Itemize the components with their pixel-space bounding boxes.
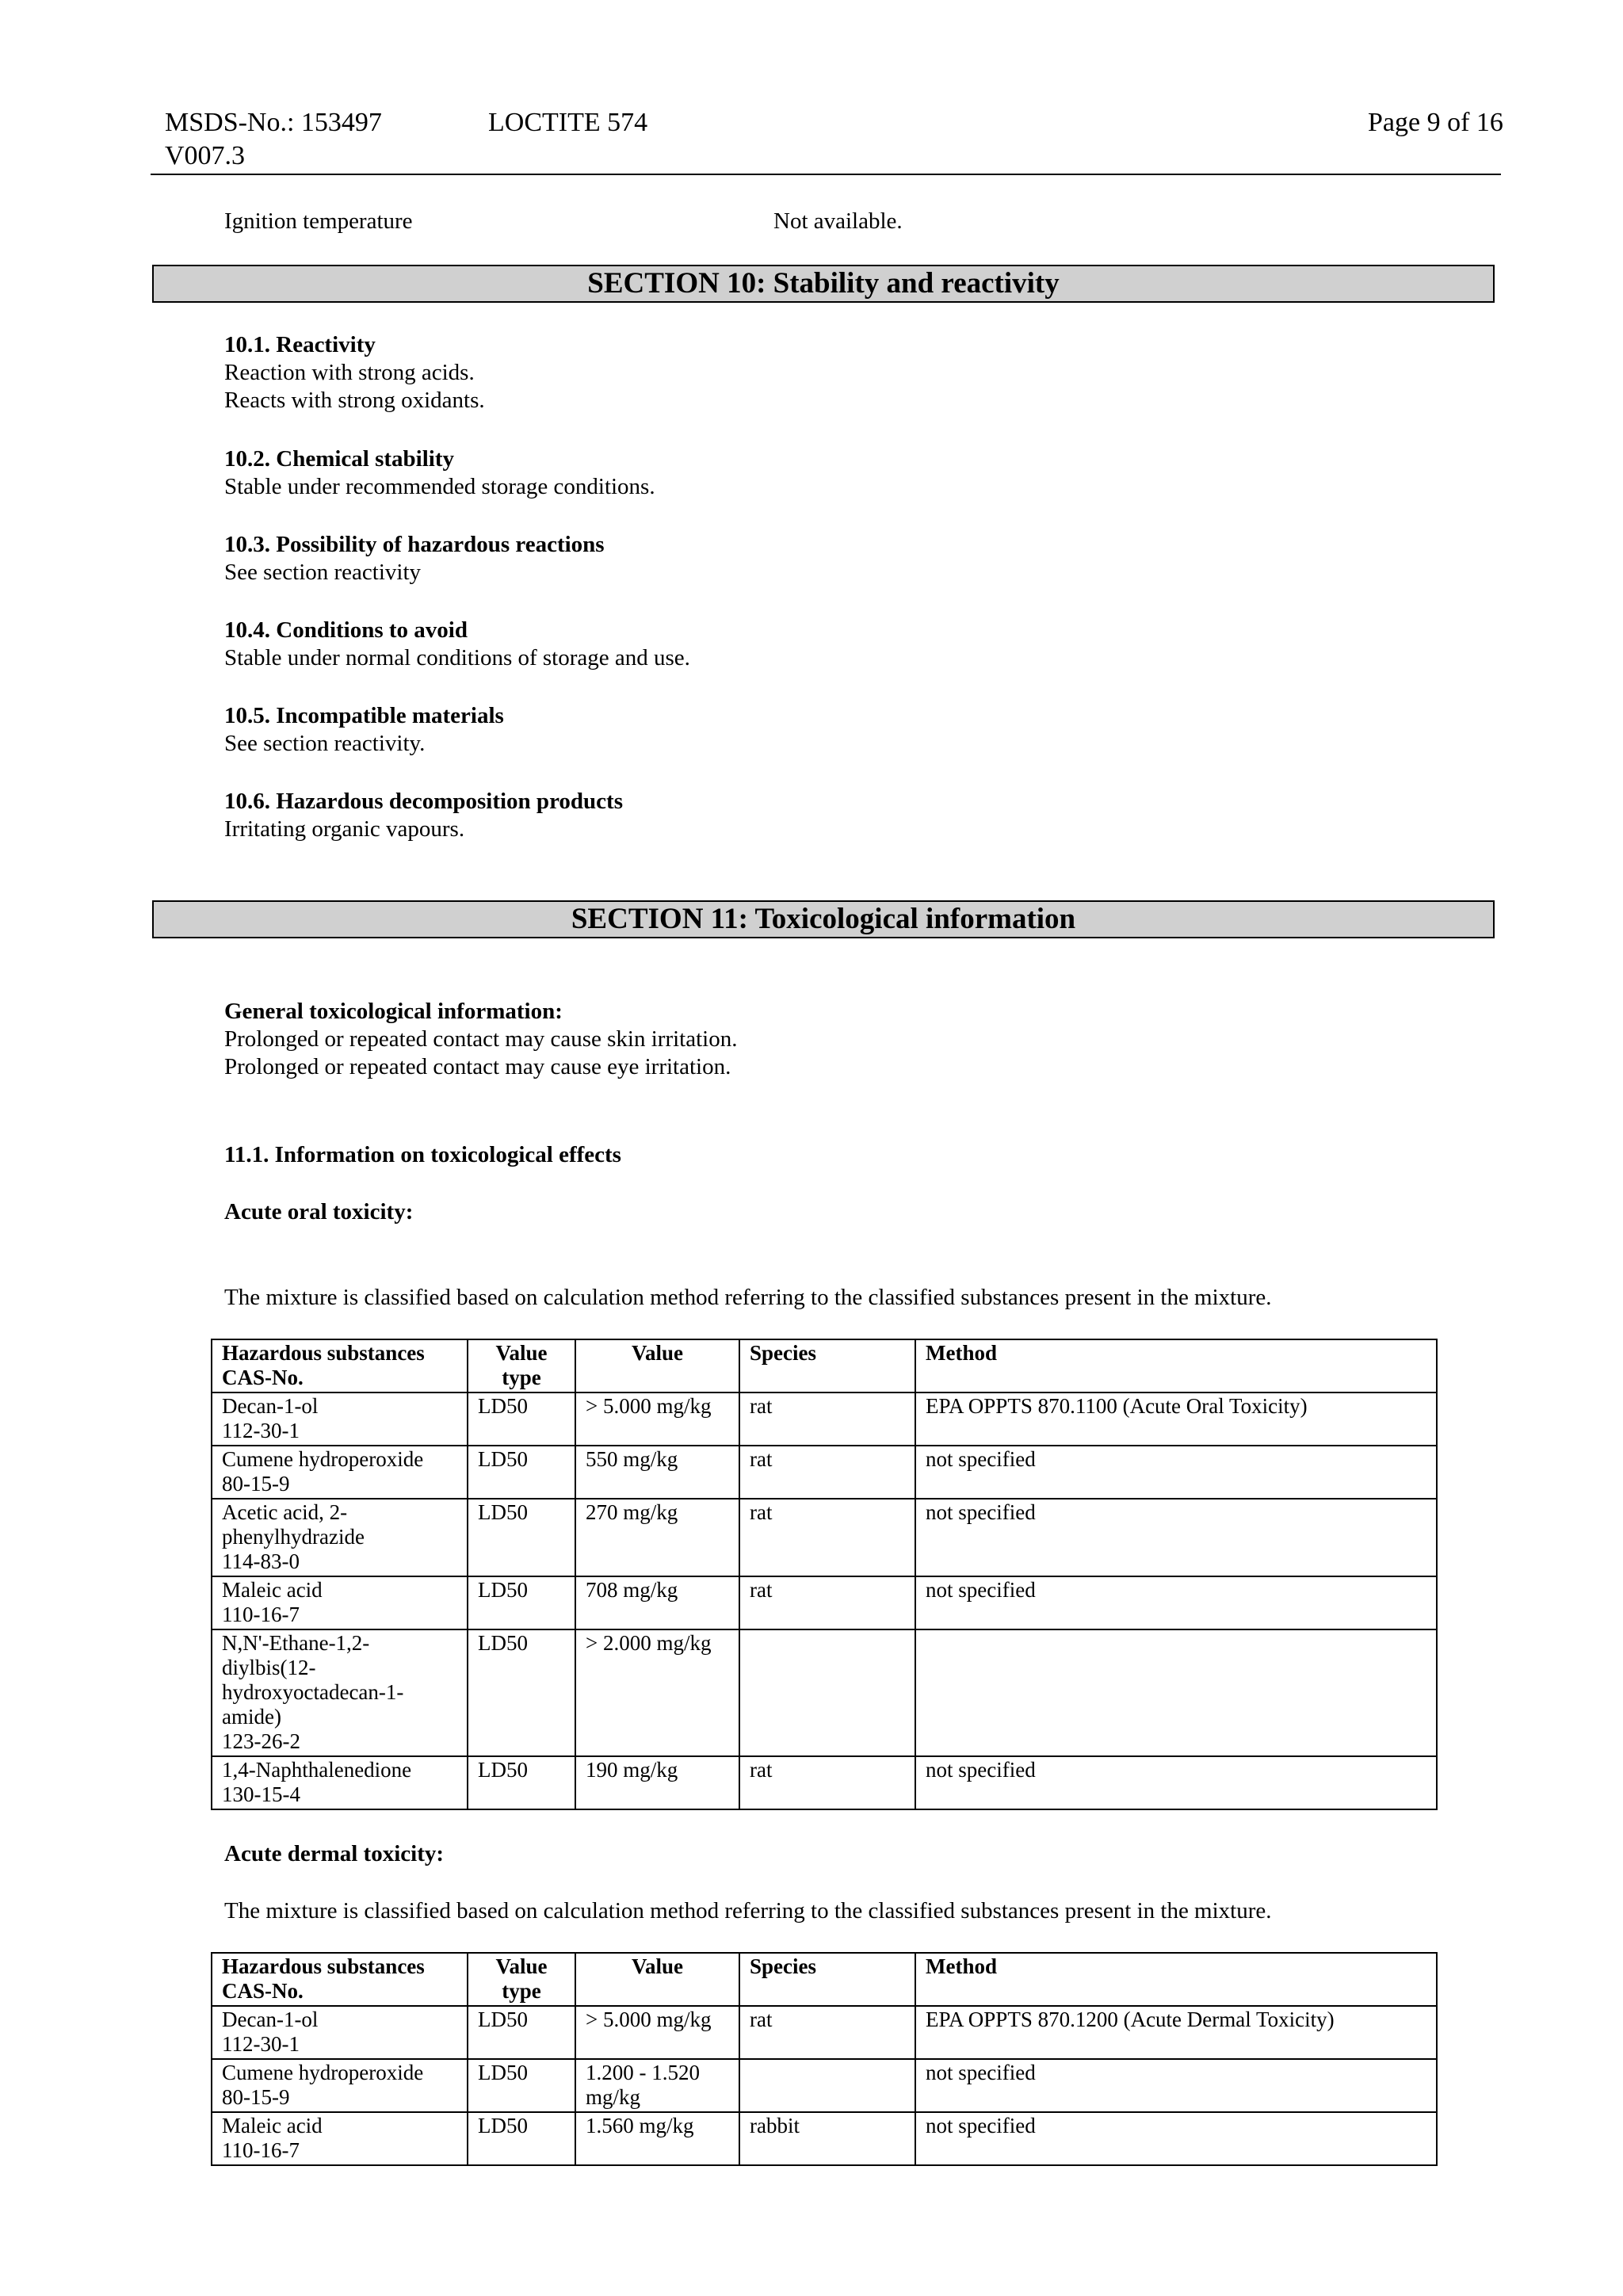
cell-text: 1.560 mg/kg [586,2114,694,2137]
value-column-header [575,1339,739,1392]
cell-text: 190 mg/kg [586,1758,678,1782]
value-cell [575,1392,739,1446]
conditions-to-avoid-heading: 10.4. Conditions to avoid [224,617,468,643]
acute-dermal-heading: Acute dermal toxicity: [224,1841,445,1866]
species-cell [739,1629,915,1756]
value-type-cell [468,1446,575,1499]
species-cell [739,2059,915,2112]
value-type-cell [468,1499,575,1576]
product-name: LOCTITE 574 [488,108,648,137]
method-cell [915,1629,1437,1756]
substance-cell [212,1499,468,1576]
table-row [212,1756,1437,1809]
cell-text: LD50 [478,1500,528,1524]
hazardous-reactions-heading: 10.3. Possibility of hazardous reactions [224,532,605,557]
cell-text: 80-15-9 [222,2085,290,2109]
cell-text: rat [750,1500,773,1524]
substance-cell [212,1629,468,1756]
species-cell [739,2112,915,2165]
substance-cell [212,1756,468,1809]
chemical-stability-heading: 10.2. Chemical stability [224,446,454,472]
cell-text: 110-16-7 [222,2138,300,2162]
table-row [212,1576,1437,1629]
species-column-header [739,1339,915,1392]
general-toxicological-line: Prolonged or repeated contact may cause skin irritation. [224,1026,738,1052]
cell-text: LD50 [478,1394,528,1418]
header-text: type [502,1979,541,2003]
cell-text: 1.200 - 1.520 [586,2061,700,2084]
value-cell [575,2006,739,2059]
value-type-cell [468,1629,575,1756]
cell-text: N,N'-Ethane-1,2- [222,1631,370,1655]
substance-column-header [212,1953,468,2006]
section-11-title: SECTION 11: Toxicological information [152,900,1495,938]
cell-text: not specified [926,1758,1036,1782]
cell-text: 114-83-0 [222,1549,300,1573]
cell-text: rat [750,1578,773,1602]
method-cell [915,2006,1437,2059]
value-cell [575,2112,739,2165]
cell-text: phenylhydrazide [222,1525,365,1549]
cell-text: amide) [222,1705,281,1729]
method-cell [915,1576,1437,1629]
cell-text: rat [750,1394,773,1418]
header-text: Method [926,1341,997,1365]
method-cell [915,1446,1437,1499]
cell-text: rat [750,1447,773,1471]
header-text: Value [631,1954,684,1978]
species-cell [739,1499,915,1576]
cell-text: 110-16-7 [222,1603,300,1626]
cell-text: diylbis(12- [222,1656,316,1679]
species-cell [739,1576,915,1629]
reactivity-heading: 10.1. Reactivity [224,332,376,357]
cell-text: hydroxyoctadecan-1- [222,1680,404,1704]
species-cell [739,1392,915,1446]
value-type-cell [468,1756,575,1809]
header-text: Value [495,1954,548,1978]
cell-text: Maleic acid [222,1578,323,1602]
header-text: CAS-No. [222,1979,304,2003]
cell-text: 112-30-1 [222,1419,300,1442]
header-text: Value [495,1341,548,1365]
cell-text: > 5.000 mg/kg [586,1394,712,1418]
table-row [212,1446,1437,1499]
value-type-cell [468,1392,575,1446]
method-cell [915,1392,1437,1446]
cell-text: not specified [926,2114,1036,2137]
version-label: V007.3 [165,141,246,170]
table-row [212,1629,1437,1756]
incompatible-materials-heading: 10.5. Incompatible materials [224,703,504,728]
header-text: Value [631,1341,684,1365]
cell-text: 270 mg/kg [586,1500,678,1524]
decomposition-products-heading: 10.6. Hazardous decomposition products [224,789,623,814]
header-text: CAS-No. [222,1366,304,1389]
substance-cell [212,2059,468,2112]
table-row [212,2006,1437,2059]
value-type-cell [468,2059,575,2112]
method-column-header [915,1953,1437,2006]
cell-text: LD50 [478,1631,528,1655]
section-10-title: SECTION 10: Stability and reactivity [152,265,1495,303]
reactivity-line: Reaction with strong acids. [224,360,475,385]
header-text: Species [750,1341,816,1365]
cell-text: mg/kg [586,2085,641,2109]
reactivity-line: Reacts with strong oxidants. [224,388,485,413]
value-type-column-header [468,1953,575,2006]
cell-text: LD50 [478,1578,528,1602]
cell-text: LD50 [478,2061,528,2084]
cell-text: 708 mg/kg [586,1578,678,1602]
table-row [212,2112,1437,2165]
table-header-row [212,1339,1437,1392]
cell-text: rat [750,2008,773,2031]
cell-text: LD50 [478,2008,528,2031]
header-text: Hazardous substances [222,1341,425,1365]
species-column-header [739,1953,915,2006]
cell-text: 550 mg/kg [586,1447,678,1471]
header-text: Hazardous substances [222,1954,425,1978]
species-cell [739,1756,915,1809]
substance-cell [212,1446,468,1499]
substance-cell [212,2112,468,2165]
table-row [212,1499,1437,1576]
cell-text: Decan-1-ol [222,2008,319,2031]
table-row [212,1392,1437,1446]
page-number: Page 9 of 16 [1368,108,1503,137]
cell-text: not specified [926,2061,1036,2084]
substance-cell [212,1392,468,1446]
cell-text: Cumene hydroperoxide [222,2061,424,2084]
header-text: type [502,1366,541,1389]
incompatible-materials-line: See section reactivity. [224,731,426,756]
method-cell [915,1756,1437,1809]
value-type-cell [468,1576,575,1629]
cell-text: 112-30-1 [222,2032,300,2056]
header-text: Species [750,1954,816,1978]
method-cell [915,2112,1437,2165]
substance-column-header [212,1339,468,1392]
cell-text: LD50 [478,1758,528,1782]
cell-text: LD50 [478,2114,528,2137]
value-type-cell [468,2006,575,2059]
decomposition-products-line: Irritating organic vapours. [224,816,465,842]
msds-number: MSDS-No.: 153497 [165,108,382,137]
cell-text: not specified [926,1447,1036,1471]
cell-text: not specified [926,1500,1036,1524]
general-toxicological-line: Prolonged or repeated contact may cause eye irritation. [224,1054,731,1079]
cell-text: Acetic acid, 2- [222,1500,348,1524]
species-cell [739,2006,915,2059]
value-cell [575,1446,739,1499]
value-cell [575,1756,739,1809]
cell-text: > 2.000 mg/kg [586,1631,712,1655]
value-cell [575,1499,739,1576]
acute-dermal-note: The mixture is classified based on calculation method referring to the classified substances present in the mixture. [224,1898,1272,1924]
value-type-cell [468,2112,575,2165]
cell-text: 1,4-Naphthalenedione [222,1758,412,1782]
cell-text: LD50 [478,1447,528,1471]
header-rule [151,174,1501,175]
hazardous-reactions-line: See section reactivity [224,560,422,585]
species-cell [739,1446,915,1499]
value-cell [575,1576,739,1629]
ignition-temperature-label: Ignition temperature [224,208,413,234]
header-text: Method [926,1954,997,1978]
table-row [212,2059,1437,2112]
acute-dermal-table [211,1952,1438,2166]
general-toxicological-heading: General toxicological information: [224,999,563,1024]
method-cell [915,2059,1437,2112]
cell-text: rat [750,1758,773,1782]
conditions-to-avoid-line: Stable under normal conditions of storage and use. [224,645,690,670]
cell-text: EPA OPPTS 870.1100 (Acute Oral Toxicity) [926,1394,1308,1418]
cell-text: Cumene hydroperoxide [222,1447,424,1471]
chemical-stability-line: Stable under recommended storage conditions. [224,474,655,499]
value-cell [575,1629,739,1756]
acute-oral-note: The mixture is classified based on calculation method referring to the classified substances present in the mixture. [224,1285,1272,1310]
value-type-column-header [468,1339,575,1392]
cell-text: EPA OPPTS 870.1200 (Acute Dermal Toxicity) [926,2008,1335,2031]
cell-text: 80-15-9 [222,1472,290,1496]
toxicological-effects-heading: 11.1. Information on toxicological effects [224,1142,621,1167]
cell-text: rabbit [750,2114,800,2137]
substance-cell [212,1576,468,1629]
value-cell [575,2059,739,2112]
table-header-row [212,1953,1437,2006]
cell-text: Maleic acid [222,2114,323,2137]
method-column-header [915,1339,1437,1392]
value-column-header [575,1953,739,2006]
cell-text: > 5.000 mg/kg [586,2008,712,2031]
acute-oral-table [211,1339,1438,1810]
cell-text: 130-15-4 [222,1782,300,1806]
cell-text: 123-26-2 [222,1729,300,1753]
substance-cell [212,2006,468,2059]
ignition-temperature-value: Not available. [773,208,903,234]
method-cell [915,1499,1437,1576]
cell-text: not specified [926,1578,1036,1602]
acute-oral-heading: Acute oral toxicity: [224,1199,414,1224]
cell-text: Decan-1-ol [222,1394,319,1418]
